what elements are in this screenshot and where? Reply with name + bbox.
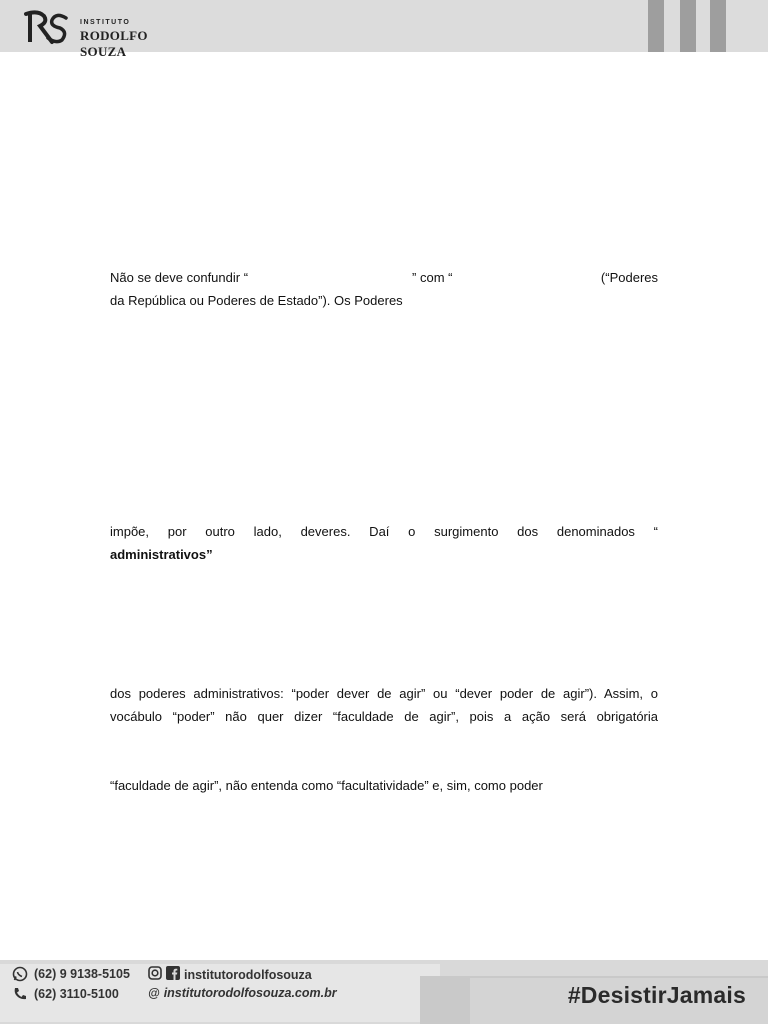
phone-icon bbox=[12, 986, 28, 1002]
p3-text-a: dos poderes administrativos: “poder dever de agir” ou “dever poder de agir”). Assim, o bbox=[110, 686, 658, 701]
paragraph-1 bbox=[110, 266, 658, 312]
logo-text-instituto: INSTITUTO bbox=[80, 19, 131, 26]
paragraph-2 bbox=[110, 520, 658, 566]
social-handle bbox=[148, 966, 312, 983]
rs-logo-icon bbox=[22, 8, 70, 46]
p2-text-a: impõe, por outro lado, deveres. Daí o surgimento dos denominados “ bbox=[110, 524, 658, 539]
p3-text-b: vocábulo “poder” não quer dizer “faculdade de agir”, pois a ação será obrigatória bbox=[110, 709, 658, 724]
header-stripes bbox=[648, 0, 738, 52]
p1-text-a: Não se deve confundir “ bbox=[110, 270, 249, 285]
whatsapp-contact bbox=[12, 966, 130, 982]
instagram-icon bbox=[148, 966, 162, 983]
hashtag-slogan: #DesistirJamais bbox=[567, 982, 746, 1008]
phone-number: (62) 3110-5100 bbox=[34, 987, 119, 1001]
page-footer bbox=[0, 950, 768, 1024]
facebook-icon bbox=[166, 966, 180, 983]
website[interactable] bbox=[148, 986, 337, 1000]
whatsapp-number: (62) 9 9138-5105 bbox=[34, 967, 130, 981]
at-icon: @ bbox=[148, 986, 160, 1000]
p1-text-d: da República ou Poderes de Estado”). Os Poderes bbox=[110, 293, 403, 308]
website-text: institutorodolfosouza.com.br bbox=[163, 986, 337, 1000]
social-handle-text: institutorodolfosouza bbox=[184, 967, 312, 982]
phone-contact bbox=[12, 986, 119, 1002]
paragraph-4 bbox=[110, 774, 658, 797]
p2-text-b: administrativos” bbox=[110, 547, 213, 562]
paragraph-3 bbox=[110, 682, 658, 728]
p1-text-c: (“Poderes bbox=[600, 270, 658, 285]
p4-text-a: “faculdade de agir”, não entenda como “facultatividade” e, sim, como poder bbox=[110, 778, 543, 793]
institute-logo bbox=[22, 8, 182, 59]
p1-text-b: ” com “ bbox=[412, 270, 453, 285]
page-header bbox=[0, 0, 768, 59]
logo-text-name: RODOLFO SOUZA bbox=[80, 28, 148, 59]
whatsapp-icon bbox=[12, 966, 28, 982]
